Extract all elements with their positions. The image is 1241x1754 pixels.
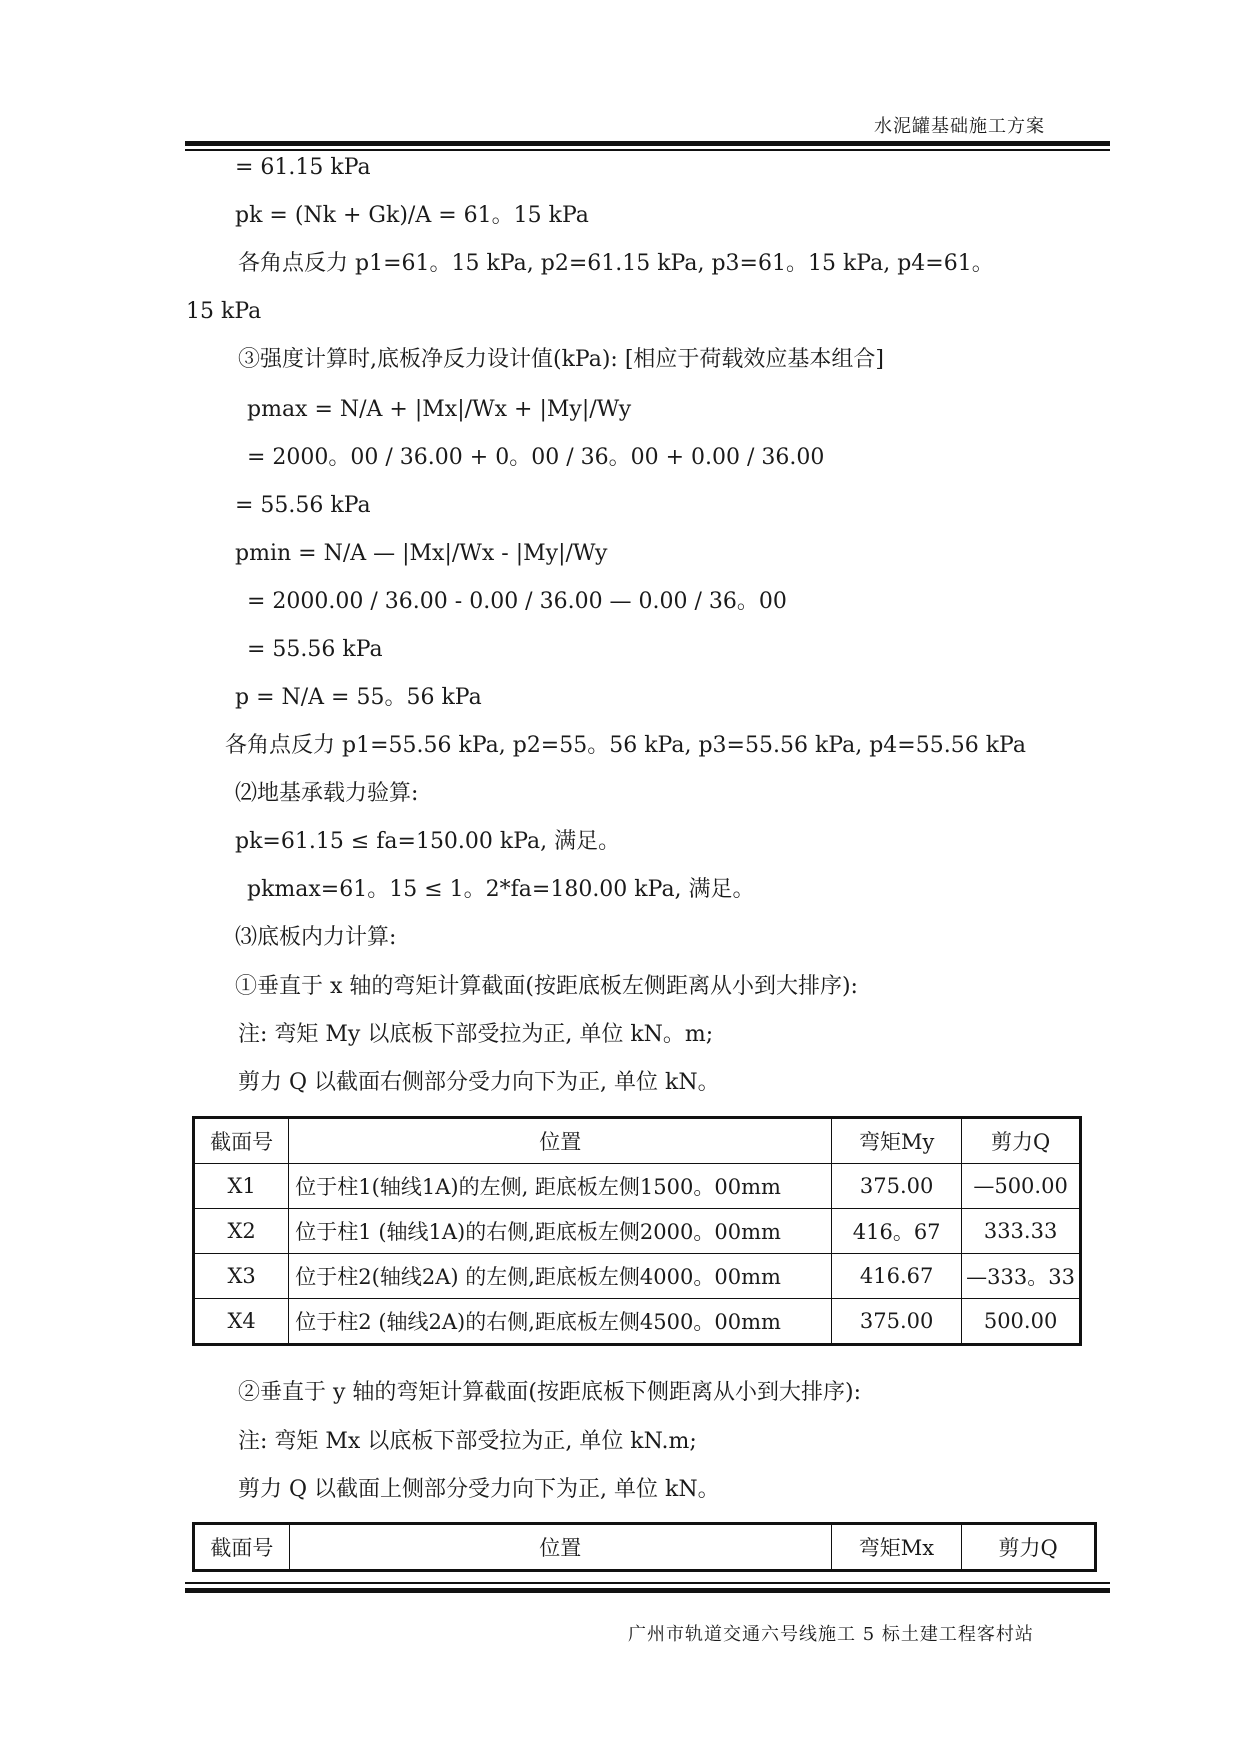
text-line: ⑵地基承载力验算: xyxy=(235,781,419,806)
table-cell: 位于柱1(轴线1A)的左侧, 距底板左侧1500。00mm xyxy=(289,1164,832,1209)
text-line: = 61.15 kPa xyxy=(235,155,371,180)
table-header-cell: 位置 xyxy=(289,1118,832,1164)
text-line: = 55.56 kPa xyxy=(235,493,371,518)
text-line: 剪力 Q 以截面右侧部分受力向下为正, 单位 kN。 xyxy=(238,1070,720,1095)
table-cell: 333.33 xyxy=(962,1209,1081,1254)
text-line: pkmax=61。15 ≤ 1。2*fa=180.00 kPa, 满足。 xyxy=(247,877,755,902)
table-header-cell: 弯矩Mx xyxy=(831,1524,962,1571)
text-line: pmax = N/A + |Mx|/Wx + |My|/Wy xyxy=(247,397,632,422)
text-line: 注: 弯矩 My 以底板下部受拉为正, 单位 kN。m; xyxy=(238,1022,714,1047)
header-title: 水泥罐基础施工方案 xyxy=(874,116,1045,137)
section-table-y xyxy=(192,1522,1097,1572)
text-line: pk=61.15 ≤ fa=150.00 kPa, 满足。 xyxy=(235,829,621,854)
text-line: 15 kPa xyxy=(186,299,262,324)
table-header-cell: 位置 xyxy=(289,1524,831,1571)
text-line: ①垂直于 x 轴的弯矩计算截面(按距底板左侧距离从小到大排序): xyxy=(235,974,858,999)
table-header-cell: 截面号 xyxy=(194,1524,290,1571)
table-header-cell: 截面号 xyxy=(194,1118,289,1164)
table-cell: X2 xyxy=(194,1209,289,1254)
table-header-cell: 剪力Q xyxy=(962,1524,1096,1571)
table-cell: 416。67 xyxy=(832,1209,962,1254)
table-cell: X1 xyxy=(194,1164,289,1209)
table-cell: 位于柱1 (轴线1A)的右侧,距底板左侧2000。00mm xyxy=(289,1209,832,1254)
table-cell: 位于柱2 (轴线2A)的右侧,距底板左侧4500。00mm xyxy=(289,1299,832,1345)
table-cell: X4 xyxy=(194,1299,289,1345)
table-row xyxy=(194,1299,1081,1345)
text-line: = 2000.00 / 36.00 - 0.00 / 36.00 — 0.00 / 36。00 xyxy=(247,589,787,614)
table-cell: —500.00 xyxy=(962,1164,1081,1209)
header-rule-thick xyxy=(185,141,1110,146)
footer-title: 广州市轨道交通六号线施工 5 标土建工程客村站 xyxy=(628,1624,1034,1645)
header-rule-thin xyxy=(185,149,1110,151)
table-row xyxy=(194,1254,1081,1299)
text-line: p = N/A = 55。56 kPa xyxy=(235,685,482,710)
table-cell: 500.00 xyxy=(962,1299,1081,1345)
table-header-cell: 弯矩My xyxy=(832,1118,962,1164)
text-line: ③强度计算时,底板净反力设计值(kPa): [相应于荷载效应基本组合] xyxy=(238,347,884,372)
table-header-row xyxy=(194,1118,1081,1164)
table-cell: 375.00 xyxy=(832,1164,962,1209)
text-line: ②垂直于 y 轴的弯矩计算截面(按距底板下侧距离从小到大排序): xyxy=(238,1380,861,1405)
text-line: 各角点反力 p1=55.56 kPa, p2=55。56 kPa, p3=55.56 kPa, p4=55.56 kPa xyxy=(225,733,1026,758)
section-table-x xyxy=(192,1116,1082,1346)
text-line: = 55.56 kPa xyxy=(247,637,383,662)
table-row xyxy=(194,1164,1081,1209)
text-line: 剪力 Q 以截面上侧部分受力向下为正, 单位 kN。 xyxy=(238,1477,720,1502)
table-row xyxy=(194,1209,1081,1254)
table-cell: 375.00 xyxy=(832,1299,962,1345)
table-cell: 位于柱2(轴线2A) 的左侧,距底板左侧4000。00mm xyxy=(289,1254,832,1299)
text-line: ⑶底板内力计算: xyxy=(235,925,397,950)
text-line: pk = (Nk + Gk)/A = 61。15 kPa xyxy=(235,203,589,228)
table-header-cell: 剪力Q xyxy=(962,1118,1081,1164)
table-cell: —333。33 xyxy=(962,1254,1081,1299)
text-line: = 2000。00 / 36.00 + 0。00 / 36。00 + 0.00 / 36.00 xyxy=(247,445,825,470)
text-line: 各角点反力 p1=61。15 kPa, p2=61.15 kPa, p3=61。15 kPa, p4=61。 xyxy=(238,251,994,276)
text-line: pmin = N/A — |Mx|/Wx - |My|/Wy xyxy=(235,541,608,566)
table-header-row xyxy=(194,1524,1096,1571)
text-line: 注: 弯矩 Mx 以底板下部受拉为正, 单位 kN.m; xyxy=(238,1429,697,1454)
footer-rule-thin xyxy=(185,1582,1110,1584)
table-cell: 416.67 xyxy=(832,1254,962,1299)
table-cell: X3 xyxy=(194,1254,289,1299)
footer-rule-thick xyxy=(185,1588,1110,1593)
